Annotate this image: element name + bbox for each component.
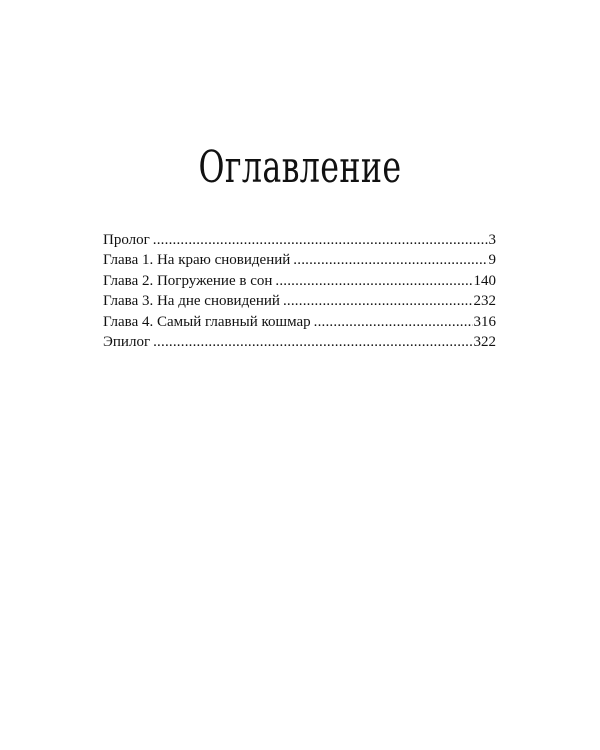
table-of-contents (103, 230, 496, 352)
toc-entry-page-number: 316 (473, 313, 496, 330)
toc-entry-epilogue (103, 332, 496, 352)
toc-entry-chapter-2 (103, 271, 496, 291)
toc-entry-label: Глава 1. На краю сновидений (103, 252, 291, 269)
toc-entry-chapter-4 (103, 312, 496, 332)
toc-dot-leader (275, 271, 472, 291)
toc-entry-label: Глава 2. Погружение в сон (103, 272, 273, 289)
toc-entry-label: Глава 3. На дне сновидений (103, 293, 280, 310)
toc-entry-label: Глава 4. Самый главный кошмар (103, 313, 311, 330)
toc-entry-page-number: 9 (488, 252, 496, 269)
toc-dot-leader (153, 230, 488, 250)
toc-dot-leader (153, 332, 472, 352)
toc-entry-page-number: 140 (473, 272, 496, 289)
page-title: Оглавление (198, 142, 402, 193)
toc-entry-chapter-1 (103, 250, 496, 270)
toc-dot-leader (314, 312, 473, 332)
toc-entry-label: Эпилог (103, 333, 151, 350)
toc-entry-page-number: 322 (473, 333, 496, 350)
toc-entry-label: Пролог (103, 232, 150, 248)
toc-entry-page-number: 3 (488, 232, 496, 248)
toc-entry-chapter-3 (103, 291, 496, 311)
toc-entry-page-number: 232 (473, 293, 496, 310)
toc-dot-leader (293, 250, 487, 270)
toc-entry-prologue (103, 230, 496, 250)
toc-dot-leader (283, 291, 473, 311)
